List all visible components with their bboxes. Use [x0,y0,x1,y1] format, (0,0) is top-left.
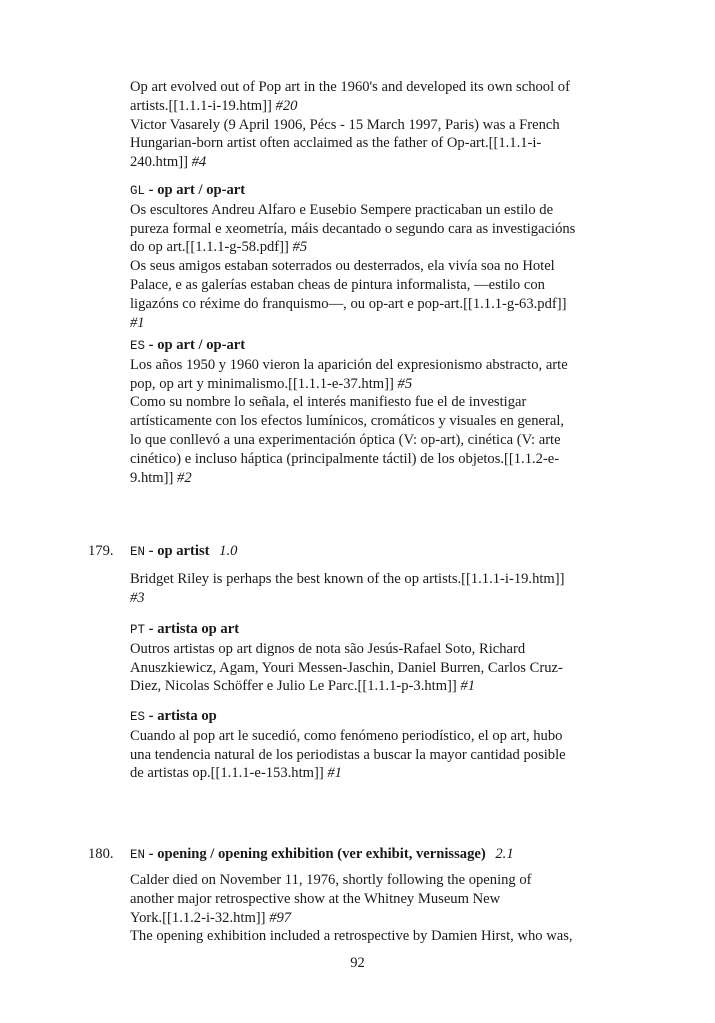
reference-marker: #1 [327,765,342,782]
text-line: another major retrospective show at the Whitney Museum New [130,890,501,907]
en-continuation-block [130,78,590,172]
text-line: pureza formal e xeometría, máis decantado o segundo cara as investigacións [130,220,576,237]
lang-heading: ES - op art / op-art [130,337,246,353]
entry179-en-block [130,570,590,608]
text-line: Los años 1950 y 1960 vieron la aparición del expresionismo abstracto, arte [130,356,568,373]
text-line: 9.htm]] #2 [130,469,192,486]
lang-code: ES [130,339,146,353]
text-line: una tendencia natural de los periodistas a buscar la mayor cantidad posible [130,746,566,763]
text-line: Palace, e as galerías estaban cheas de pintura informalista, —estilo con [130,276,545,293]
entry-number: 180. [88,846,114,862]
reference-marker: #1 [460,678,476,695]
text-line: do op art.[[1.1.1-g-58.pdf]] #5 [130,239,308,256]
term-label: artista op [157,708,217,724]
term-label: op artist [157,543,210,559]
page-number: 92 [350,955,365,971]
text-line: artísticamente con los efectos lumínicos, cromáticos y visuales en general, [130,413,565,430]
text-line: Os seus amigos estaban soterrados ou desterrados, ela vivía soa no Hotel [130,258,555,275]
lang-code: GL [130,184,146,198]
es-translation-block [130,336,590,487]
entry-number: 179. [88,543,114,559]
text-line: Os escultores Andreu Alfaro e Eusebio Sempere practicaban un estilo de [130,201,554,218]
lang-heading: ES - artista op [130,708,217,724]
text-line: Op art evolved out of Pop art in the 1960's and developed its own school of [130,79,570,95]
text-line: Diez, Nicolas Schöffer e Julio Le Parc.[[1.1.1-p-3.htm]] #1 [130,678,476,695]
text-line: cinético) e incluso háptica (principalmente táctil) de los objetos.[[1.1.2-e- [130,450,560,467]
text-line: 240.htm]] #4 [130,154,207,171]
text-line: The opening exhibition included a retrospective by Damien Hirst, who was, [130,928,573,945]
entry180-en-block [130,871,590,946]
text-line: lo que conllevó a una experimentación óptica (V: op-art), cinética (V: arte [130,431,561,448]
text-line: Bridget Riley is perhaps the best known of the op artists.[[1.1.1-i-19.htm]] [130,571,565,587]
text-line [130,97,590,116]
lang-code: EN [130,848,146,862]
entry179-pt-block [130,620,590,696]
lang-heading: PT - artista op art [130,621,240,637]
text-line: York.[[1.1.2-i-32.htm]] #97 [130,909,292,926]
text-line: #3 [130,589,145,606]
lang-code: ES [130,710,146,724]
lang-heading: GL - op art / op-art [130,182,246,198]
term-label: op art / op-art [157,182,246,198]
reference-marker: #5 [292,239,308,256]
reference-marker: #97 [269,909,292,926]
lang-code: PT [130,623,146,637]
text-line-part: artists.[[1.1.1-i-19.htm]] #20 [130,97,298,114]
text-line: Outros artistas op art dignos de nota são Jesús-Rafael Soto, Richard [130,640,526,657]
text-line: Cuando al pop art le sucedió, como fenómeno periodístico, el op art, hubo [130,727,563,744]
text-line: Hungarian-born artist often acclaimed as the father of Op-art.[[1.1.1-i- [130,135,542,152]
text-line: Calder died on November 11, 1976, shortly following the opening of [130,872,532,888]
term-score: 2.1 [495,846,514,862]
term-label: opening / opening exhibition (ver exhibit, vernissage) [157,846,486,862]
term-label: artista op art [157,621,240,637]
entry179-es-block [130,707,590,783]
reference-marker: #2 [177,469,192,486]
entry-heading: EN - op artist 1.0 [130,543,238,559]
lang-code: EN [130,545,146,559]
text-line: #1 [130,314,145,331]
term-label: op art / op-art [157,337,246,353]
text-line: Como su nombre lo señala, el interés manifiesto fue el de investigar [130,394,527,411]
reference-marker: #20 [275,97,298,114]
reference-marker: #4 [191,154,207,171]
text-line: Victor Vasarely (9 April 1906, Pécs - 15 March 1997, Paris) was a French [130,116,560,133]
term-score: 1.0 [219,543,238,559]
text-line: pop, op art y minimalismo.[[1.1.1-e-37.htm]] #5 [130,375,413,392]
reference-marker: #5 [397,375,413,392]
text-line: de artistas op.[[1.1.1-e-153.htm]] #1 [130,765,342,782]
entry-heading: EN - opening / opening exhibition (ver exhibit, vernissage) 2.1 [130,846,514,862]
text-line: Anuszkiewicz, Agam, Youri Messen-Jaschin, Daniel Burren, Carlos Cruz- [130,659,563,676]
gl-translation-block [130,181,590,332]
text-line: ligazóns co réxime do franquismo—, ou op-art e pop-art.[[1.1.1-g-63.pdf]] [130,295,567,312]
